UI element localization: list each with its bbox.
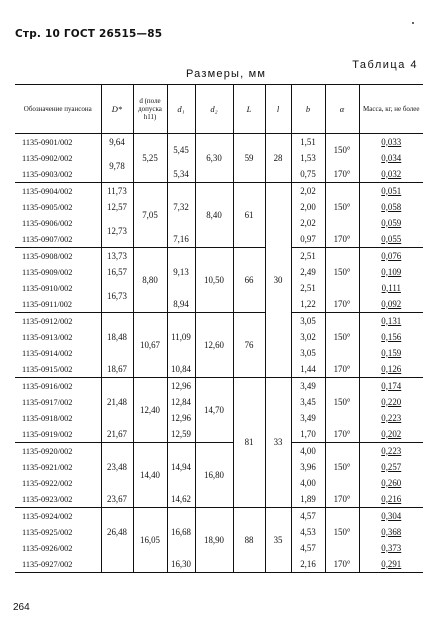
cell-alpha: 150° [325, 443, 359, 492]
cell-d1: 14,94 [167, 443, 195, 492]
cell-alpha: 170° [325, 491, 359, 508]
col-header-alpha: α [325, 85, 359, 134]
cell-b: 4,57 [291, 508, 325, 525]
cell-designation: 1135-0904/002 [22, 186, 73, 196]
cell-mass: 0,220 [359, 394, 423, 410]
cell-designation: 1135-0917/002 [22, 397, 73, 407]
cell-mass: 0,059 [359, 215, 423, 231]
cell-D: 18,67 [101, 361, 133, 378]
cell-b: 1,53 [291, 150, 325, 166]
cell-b: 1,51 [291, 134, 325, 151]
cell-L: 59 [233, 134, 265, 183]
cell-alpha: 150° [325, 313, 359, 362]
cell-mass: 0,033 [359, 134, 423, 151]
col-header-mass: Масса, кг, не более [359, 85, 423, 134]
cell-alpha: 170° [325, 556, 359, 573]
cell-b: 1,89 [291, 491, 325, 508]
cell-designation: 1135-0902/002 [22, 153, 73, 163]
cell-D: 16,57 [101, 264, 133, 280]
cell-mass: 0,373 [359, 540, 423, 556]
cell-d: 8,80 [133, 248, 167, 313]
cell-mass: 0,055 [359, 231, 423, 248]
cell-L: 61 [233, 183, 265, 248]
table-row [15, 134, 423, 151]
cell-d1: 16,30 [167, 556, 195, 573]
cell-alpha: 170° [325, 426, 359, 443]
cell-D [101, 508, 133, 525]
cell-mass: 0,131 [359, 313, 423, 330]
cell-D: 9,78 [101, 150, 133, 183]
table-row [15, 313, 423, 330]
table-row [15, 378, 423, 395]
cell-designation: 1135-0908/002 [22, 251, 73, 261]
col-header-b: b [291, 85, 325, 134]
cell-b: 0,97 [291, 231, 325, 248]
cell-designation: 1135-0925/002 [22, 527, 73, 537]
cell-d: 16,05 [133, 508, 167, 573]
cell-L: 76 [233, 313, 265, 378]
cell-designation: 1135-0912/002 [22, 316, 73, 326]
cell-b: 3,49 [291, 378, 325, 395]
cell-mass: 0,223 [359, 443, 423, 460]
cell-mass: 0,291 [359, 556, 423, 573]
cell-mass: 0,126 [359, 361, 423, 378]
cell-mass: 0,304 [359, 508, 423, 525]
page-number: 264 [13, 602, 30, 613]
cell-designation: 1135-0905/002 [22, 202, 73, 212]
cell-D: 21,48 [101, 378, 133, 427]
cell-alpha: 150° [325, 508, 359, 557]
cell-d2: 16,80 [195, 443, 233, 508]
cell-d1: 5,34 [167, 166, 195, 183]
cell-designation: 1135-0916/002 [22, 381, 73, 391]
cell-d: 5,25 [133, 134, 167, 183]
cell-d2: 6,30 [195, 134, 233, 183]
cell-b: 2,02 [291, 183, 325, 200]
table-header-row [15, 85, 423, 134]
cell-b: 2,00 [291, 199, 325, 215]
cell-D [101, 556, 133, 573]
cell-alpha: 170° [325, 361, 359, 378]
cell-L: 88 [233, 508, 265, 573]
cell-designation: 1135-0926/002 [22, 543, 73, 553]
cell-designation: 1135-0910/002 [22, 283, 73, 293]
cell-b: 1,22 [291, 296, 325, 313]
cell-D: 12,57 [101, 199, 133, 215]
cell-alpha: 150° [325, 183, 359, 232]
cell-d1: 12,96 [167, 410, 195, 426]
cell-d1: 14,62 [167, 491, 195, 508]
cell-l: 28 [265, 134, 291, 183]
cell-mass: 0,368 [359, 524, 423, 540]
cell-d2: 18,90 [195, 508, 233, 573]
page-header: Стр. 10 ГОСТ 26515—85 [15, 28, 163, 40]
cell-b: 2,51 [291, 248, 325, 265]
col-header-d1: d₁ [167, 85, 195, 134]
cell-d1: 11,09 [167, 313, 195, 362]
cell-mass: 0,216 [359, 491, 423, 508]
cell-b: 3,05 [291, 313, 325, 330]
table-row [15, 183, 423, 200]
cell-d1: 5,45 [167, 134, 195, 167]
col-header-l: l [265, 85, 291, 134]
table-row [15, 443, 423, 460]
cell-d1: 10,84 [167, 361, 195, 378]
cell-b: 3,96 [291, 459, 325, 475]
cell-d1: 7,16 [167, 231, 195, 248]
cell-d2: 14,70 [195, 378, 233, 443]
cell-D [101, 443, 133, 460]
cell-b: 2,49 [291, 264, 325, 280]
cell-alpha: 170° [325, 231, 359, 248]
cell-designation: 1135-0903/002 [15, 166, 101, 183]
cell-mass: 0,076 [359, 248, 423, 265]
cell-designation: 1135-0914/002 [22, 348, 73, 358]
cell-designation: 1135-0927/002 [15, 556, 101, 573]
cell-mass: 0,092 [359, 296, 423, 313]
cell-L: 81 [233, 378, 265, 508]
cell-designation: 1135-0913/002 [22, 332, 73, 342]
cell-alpha: 170° [325, 296, 359, 313]
cell-d: 12,40 [133, 378, 167, 443]
cell-designation: 1135-0911/002 [15, 296, 101, 313]
cell-b: 2,02 [291, 215, 325, 231]
cell-designation: 1135-0919/002 [15, 426, 101, 443]
cell-b: 3,49 [291, 410, 325, 426]
cell-b: 1,70 [291, 426, 325, 443]
cell-mass: 0,257 [359, 459, 423, 475]
cell-l: 35 [265, 508, 291, 573]
cell-d1: 12,84 [167, 394, 195, 410]
cell-designation: 1135-0923/002 [15, 491, 101, 508]
cell-d: 7,05 [133, 183, 167, 248]
col-header-d2: d₂ [195, 85, 233, 134]
cell-b: 3,02 [291, 329, 325, 345]
cell-b: 3,45 [291, 394, 325, 410]
cell-mass: 0,034 [359, 150, 423, 166]
cell-D [101, 540, 133, 556]
cell-mass: 0,223 [359, 410, 423, 426]
cell-designation: 1135-0907/002 [15, 231, 101, 248]
cell-D: 23,67 [101, 491, 133, 508]
cell-d2: 12,60 [195, 313, 233, 378]
cell-d: 10,67 [133, 313, 167, 378]
cell-D: 9,64 [101, 134, 133, 151]
col-header-L: L [233, 85, 265, 134]
cell-designation: 1135-0921/002 [22, 462, 73, 472]
cell-l: 33 [265, 378, 291, 508]
cell-L: 66 [233, 248, 265, 313]
cell-b: 4,00 [291, 443, 325, 460]
cell-d1: 12,59 [167, 426, 195, 443]
cell-d1: 16,68 [167, 508, 195, 557]
dimensions-table [15, 84, 423, 573]
cell-D: 18,48 [101, 313, 133, 362]
cell-D: 21,67 [101, 426, 133, 443]
cell-mass: 0,058 [359, 199, 423, 215]
cell-mass: 0,051 [359, 183, 423, 200]
cell-D: 11,73 [101, 183, 133, 200]
cell-d1: 9,13 [167, 248, 195, 297]
cell-b: 2,51 [291, 280, 325, 296]
cell-b: 4,53 [291, 524, 325, 540]
cell-l: 30 [265, 183, 291, 378]
speck-mark [412, 22, 414, 24]
cell-d1: 12,96 [167, 378, 195, 395]
cell-D: 23,48 [101, 459, 133, 475]
cell-mass: 0,260 [359, 475, 423, 491]
cell-D: 13,73 [101, 248, 133, 265]
cell-d2: 8,40 [195, 183, 233, 248]
cell-d1: 8,94 [167, 296, 195, 313]
cell-b: 2,16 [291, 556, 325, 573]
cell-designation: 1135-0918/002 [22, 413, 73, 423]
cell-designation: 1135-0920/002 [22, 446, 73, 456]
cell-b: 4,00 [291, 475, 325, 491]
cell-mass: 0,109 [359, 264, 423, 280]
cell-b: 0,75 [291, 166, 325, 183]
cell-d2: 10,50 [195, 248, 233, 313]
cell-mass: 0,202 [359, 426, 423, 443]
cell-designation: 1135-0909/002 [22, 267, 73, 277]
cell-designation: 1135-0906/002 [22, 218, 73, 228]
cell-alpha: 150° [325, 134, 359, 167]
cell-designation: 1135-0901/002 [22, 137, 73, 147]
cell-mass: 0,174 [359, 378, 423, 395]
col-header-designation: Обозначение пуансона [15, 85, 101, 134]
units-caption: Размеры, мм [186, 68, 267, 80]
table-row [15, 508, 423, 525]
col-header-D: D* [101, 85, 133, 134]
cell-b: 4,57 [291, 540, 325, 556]
cell-mass: 0,111 [359, 280, 423, 296]
cell-b: 3,05 [291, 345, 325, 361]
cell-D: 26,48 [101, 524, 133, 540]
cell-mass: 0,159 [359, 345, 423, 361]
cell-mass: 0,156 [359, 329, 423, 345]
table-number: Таблица 4 [352, 59, 418, 71]
cell-mass: 0,032 [359, 166, 423, 183]
cell-alpha: 150° [325, 378, 359, 427]
cell-D [101, 475, 133, 491]
cell-designation: 1135-0922/002 [22, 478, 73, 488]
col-header-d: d (поле допуска h11) [133, 85, 167, 134]
cell-alpha: 170° [325, 166, 359, 183]
table-row [15, 248, 423, 265]
cell-d1: 7,32 [167, 183, 195, 232]
cell-d: 14,40 [133, 443, 167, 508]
cell-b: 1,44 [291, 361, 325, 378]
cell-designation: 1135-0915/002 [15, 361, 101, 378]
cell-alpha: 150° [325, 248, 359, 297]
cell-D: 16,73 [101, 280, 133, 313]
cell-D: 12,73 [101, 215, 133, 248]
cell-designation: 1135-0924/002 [22, 511, 73, 521]
